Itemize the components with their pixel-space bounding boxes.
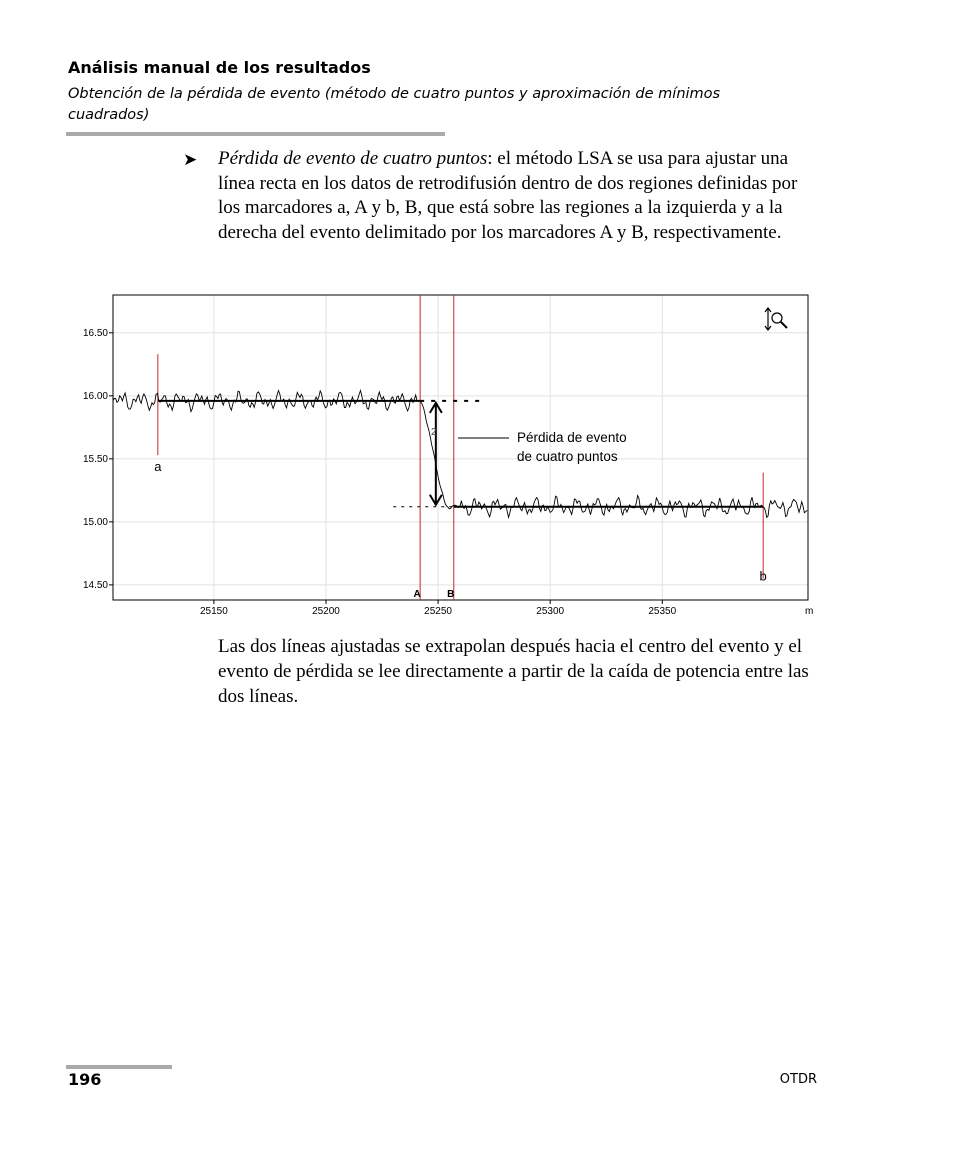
section-title: Análisis manual de los resultados bbox=[68, 58, 371, 77]
page-number: 196 bbox=[68, 1070, 102, 1089]
y-tick-label: 14.50 bbox=[82, 579, 108, 591]
y-tick-label: 15.50 bbox=[82, 453, 108, 465]
side-label: 2 bbox=[431, 427, 437, 438]
bullet-body: : el método LSA se usa para ajustar una línea recta en los datos de retrodifusión dentro de dos regiones definidas por los marcadores a, A y b, B, que está sobre las regiones a la izquierda y a la derecha del evento delimitado por los marcadores A y B, respectivamente. bbox=[218, 148, 798, 243]
chart-axes bbox=[113, 295, 808, 600]
plot-frame bbox=[113, 295, 808, 600]
marker-label-a: a bbox=[154, 459, 162, 475]
markers bbox=[154, 295, 767, 600]
bullet-paragraph bbox=[218, 147, 818, 245]
chart-grid bbox=[113, 295, 808, 600]
bullet-term: Pérdida de evento de cuatro puntos bbox=[218, 148, 488, 169]
bullet-arrow-icon: ➤ bbox=[183, 150, 198, 170]
x-tick-label: 25250 bbox=[424, 606, 452, 617]
footer-divider bbox=[66, 1065, 172, 1069]
y-tick-label: 16.50 bbox=[82, 327, 108, 339]
x-unit-label: m bbox=[805, 606, 814, 617]
trace-group bbox=[113, 391, 807, 518]
conclusion-paragraph: Las dos líneas ajustadas se extrapolan después hacia el centro del evento y el evento de pérdida se lee directamente a partir de la caída de potencia entre las dos líneas. bbox=[218, 636, 809, 707]
annotation-line-1: Pérdida de evento bbox=[517, 430, 627, 445]
header-divider bbox=[66, 132, 445, 136]
x-tick-label: 25150 bbox=[199, 606, 228, 617]
x-tick-label: 25300 bbox=[536, 606, 565, 617]
vertical-zoom-icon[interactable] bbox=[765, 308, 787, 330]
marker-label-B: B bbox=[447, 589, 455, 600]
fit-lines bbox=[158, 401, 763, 507]
marker-label-b: b bbox=[759, 568, 767, 584]
chart-svg bbox=[78, 292, 818, 622]
trace-line bbox=[113, 391, 807, 518]
y-tick-label: 15.00 bbox=[82, 516, 108, 528]
y-tick-labels bbox=[83, 328, 113, 591]
marker-label-A: A bbox=[413, 589, 421, 600]
x-tick-labels bbox=[200, 600, 813, 617]
y-tick-label: 16.00 bbox=[82, 390, 108, 402]
annotation-line-2: de cuatro puntos bbox=[517, 449, 618, 464]
section-subtitle: Obtención de la pérdida de evento (método de cuatro puntos y aproximación de mínimos cuadrados) bbox=[68, 86, 721, 123]
footer-label: OTDR bbox=[779, 1072, 817, 1087]
loss-arrow-group bbox=[430, 403, 442, 505]
otdr-trace-chart bbox=[78, 292, 818, 622]
x-tick-label: 25350 bbox=[648, 606, 677, 617]
x-tick-label: 25200 bbox=[312, 606, 340, 617]
